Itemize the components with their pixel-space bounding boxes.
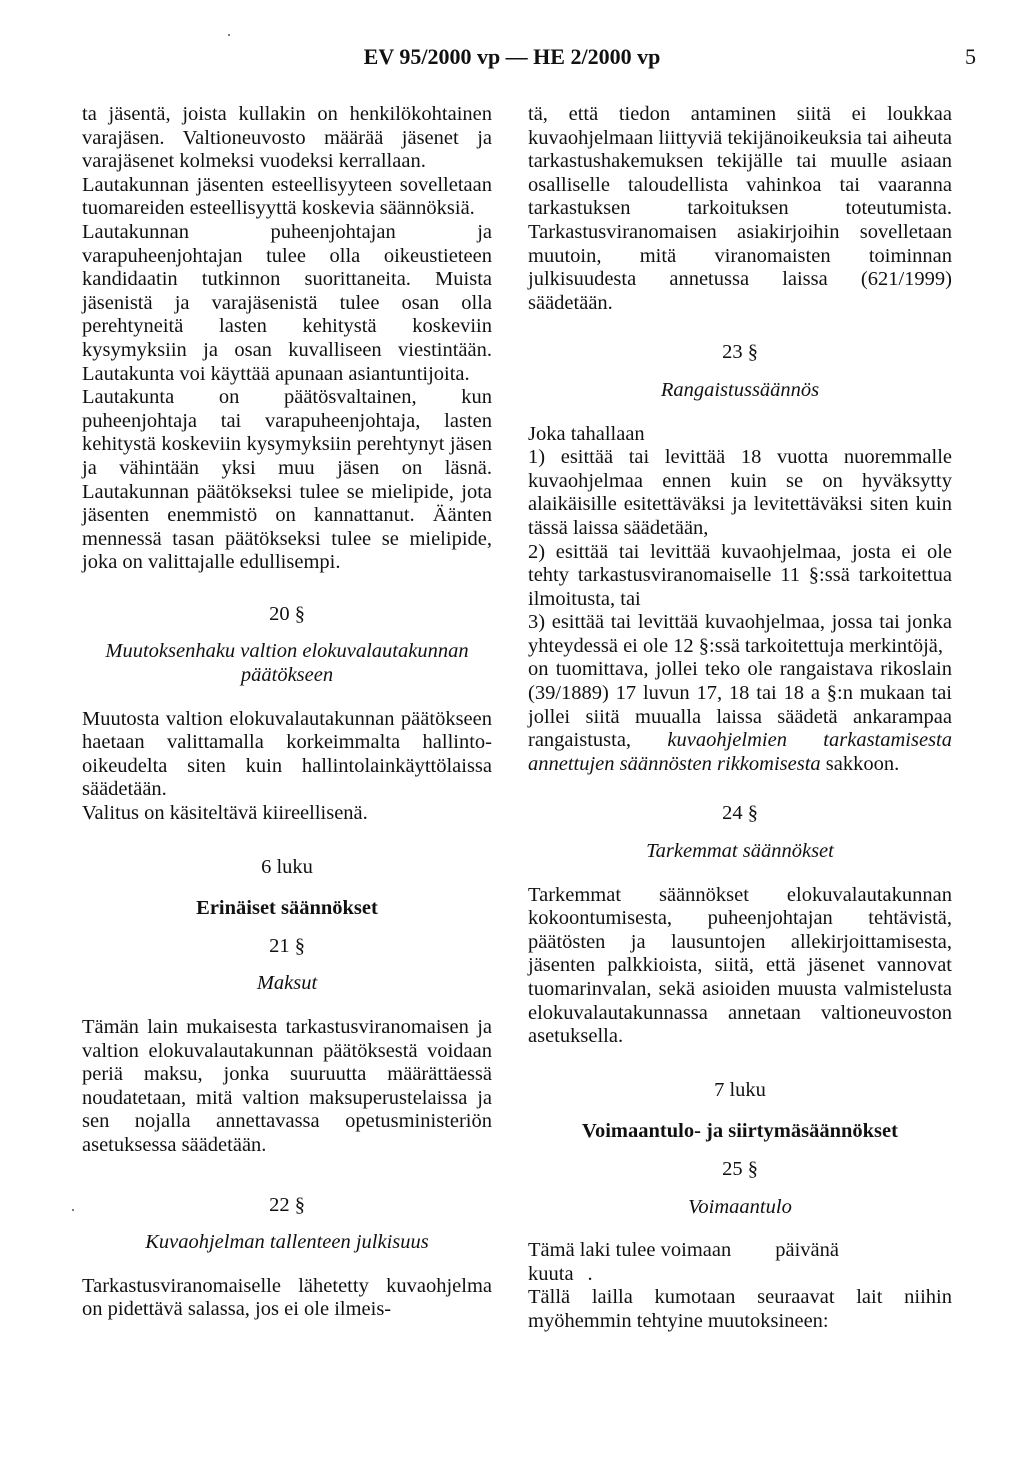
- chapter-number: 7 luku: [714, 1078, 766, 1101]
- paragraph: Lautakunnan puheenjohtajan ja varapuheenjohtajan tulee olla oikeustieteen kandidaatin tutkinnon suorittaneita. Muista jäsenistä ja varajäsenistä tulee osan olla perehtyneitä lasten kehitystä koskeviin kysymyksiin ja osan kuvalliseen viestintään. Lautakunta voi käyttää apunaan asiantuntijoita.: [82, 220, 492, 385]
- paragraph: tä, että tiedon antaminen siitä ei loukkaa kuvaohjelmaan liittyviä tekijänoikeuksia tai aiheuta tarkastushakemuksen tekijälle tai muulle asiaan osalliselle taloudellista vahinkoa tai vaaranna tarkastuksen tarkoituksen toteutumista. Tarkastusviranomaisen asiakirjoihin sovelletaan muutoin, mitä viranomaisten toiminnan julkisuudesta annetussa laissa (621/1999) säädetään.: [528, 103, 952, 314]
- section-title: Tarkemmat säännökset: [646, 840, 834, 863]
- text-run: sakkoon.: [820, 752, 900, 775]
- section-number: 22 §: [269, 1193, 305, 1216]
- list-item: 3) esittää tai levittää kuvaohjelmaa, jossa tai jonka yhteydessä ei ole 12 §:ssä tarkoitettuja merkintöjä,: [528, 611, 952, 657]
- list-item: 1) esittää tai levittää 18 vuotta nuoremmalle kuvaohjelmaa ennen kuin se on hyväksytty alaikäisille esitettäväksi ja levitettäväksi siten kuin tässä laissa säädetään,: [528, 446, 952, 539]
- section-number: 23 §: [722, 341, 758, 364]
- chapter-title: Voimaantulo- ja siirtymäsäännökset: [582, 1120, 898, 1143]
- section-title: Maksut: [256, 972, 318, 995]
- paragraph: Lautakunta on päätösvaltainen, kun puheenjohtaja tai varapuheenjohtaja, lasten kehitystä koskeviin kysymyksiin perehtynyt jäsen ja vähintään yksi muu jäsen on läsnä. Lautakunnan päätökseksi tulee se mielipide, jota jäsenten enemmistö on kannattanut. Äänten mennessä tasan päätökseksi tulee se mielipide, joka on valittajalle edullisempi.: [82, 386, 492, 574]
- list-item: 2) esittää tai levittää kuvaohjelmaa, josta ei ole tehty tarkastusviranomaiselle 11 §:ssä tarkoitettua ilmoitusta, tai: [528, 540, 952, 610]
- section-number: 24 §: [722, 802, 758, 825]
- section-number: 20 §: [269, 602, 305, 625]
- chapter-number: 6 luku: [261, 855, 313, 878]
- paragraph: Muutosta valtion elokuvalautakunnan päätökseen haetaan valittamalla korkeimmalta hallinto-oikeudelta siten kuin hallintolainkäyttölaissa säädetään.: [82, 707, 492, 801]
- text-run: päivänä: [775, 1239, 839, 1262]
- paragraph: Tarkastusviranomaiselle lähetetty kuvaohjelma on pidettävä salassa, jos ei ole ilmeis-: [82, 1274, 492, 1321]
- right-column: [528, 103, 952, 1334]
- scan-speck: [72, 1209, 74, 1211]
- text-run: kuuta: [528, 1262, 574, 1285]
- text-run: .: [587, 1262, 593, 1285]
- chapter-title: Erinäiset säännökset: [196, 897, 378, 920]
- scan-speck: [228, 34, 230, 36]
- section-title: Muutoksenhaku valtion elokuvalautakunnan päätökseen: [105, 640, 469, 687]
- paragraph: Tämän lain mukaisesta tarkastusviranomaisen ja valtion elokuvalautakunnan päätöksestä voidaan periä maksu, jonka suuruutta määrättäessä noudatetaan, mitä valtion maksuperustelaissa ja sen nojalla annettavassa opetusministeriön asetuksessa säädetään.: [82, 1016, 492, 1156]
- text-run: on tuomittava, jollei teko ole rangaistava rikoslain (39/1889) 17 luvun 17, 18 tai 18 a §:n mukaan tai jollei siitä muualla laissa säädetä ankarampaa rangaistusta,: [528, 658, 952, 752]
- left-column: [82, 103, 492, 1322]
- list-intro: Joka tahallaan: [528, 422, 645, 445]
- section-number: 25 §: [722, 1157, 758, 1180]
- paragraph: Valitus on käsiteltävä kiireellisenä.: [82, 802, 368, 825]
- section-number: 21 §: [269, 934, 305, 957]
- document-reference: EV 95/2000 vp — HE 2/2000 vp: [363, 44, 661, 69]
- penalty-list: [528, 423, 952, 659]
- section-title: Kuvaohjelman tallenteen julkisuus: [145, 1231, 429, 1254]
- page-number: 5: [965, 44, 976, 69]
- paragraph: [528, 658, 952, 776]
- paragraph: Tällä lailla kumotaan seuraavat lait niihin myöhemmin tehtyine muutoksineen:: [528, 1286, 952, 1332]
- paragraph: ta jäsentä, joista kullakin on henkilökohtainen varajäsen. Valtioneuvosto määrää jäsenet ja varajäsenet kolmeksi vuodeksi kerrallaan.: [82, 103, 492, 173]
- paragraph: Lautakunnan jäsenten esteellisyyteen sovelletaan tuomareiden esteellisyyttä koskevia säännöksiä.: [82, 173, 492, 220]
- page-header: [0, 44, 1024, 74]
- paragraph: Tarkemmat säännökset elokuvalautakunnan kokoontumisesta, puheenjohtajan tehtävistä, päätösten ja lausuntojen allekirjoittamisesta, jäsenten palkkioista, siitä, että jäsenet vannovat tuomarinvalan, sekä asioiden muusta valmistelusta elokuvalautakunnassa annetaan valtioneuvoston asetuksella.: [528, 883, 952, 1048]
- section-title: Rangaistussäännös: [660, 378, 820, 401]
- text-run: Tämä laki tulee voimaan: [528, 1239, 732, 1262]
- paragraph: [528, 1239, 952, 1286]
- section-title: Voimaantulo: [688, 1195, 792, 1218]
- emphasis: kuvaohjelmien tarkastamisesta annettujen säännösten rikkomisesta: [528, 729, 952, 775]
